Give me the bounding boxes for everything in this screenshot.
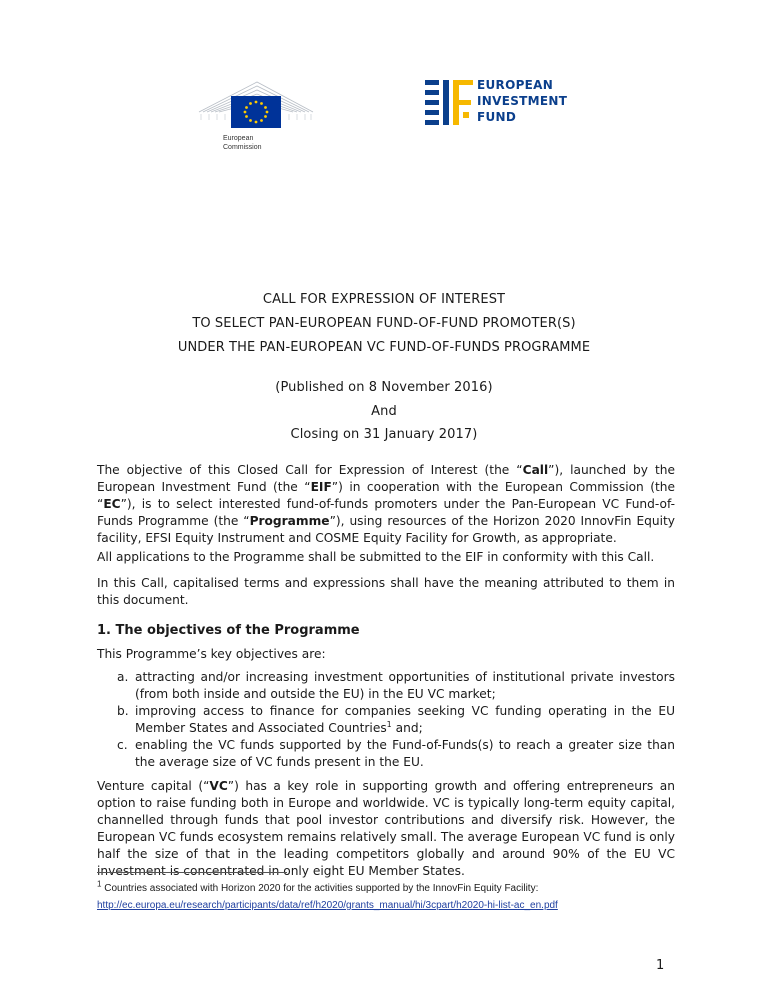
- section-1-heading: 1. The objectives of the Programme: [97, 623, 360, 638]
- definitions-paragraph: In this Call, capitalised terms and expressions shall have the meaning attributed to them in this document.: [97, 576, 675, 607]
- ec-logo-line2: Commission: [223, 144, 262, 151]
- vc-paragraph: Venture capital (“VC”) has a key role in supporting growth and offering entrepreneurs an option to raise funding both in Europe and worldwide. VC is typically long-term equity capital, channelled through funds that pool investor contributions and diversify risk. However, the European VC funds ecosystem remains relatively small. The average European VC fund is only half the size of that in the leading competitors globally and around 90% of the EU VC investment is concentrated in only eight EU Member States.: [97, 779, 675, 878]
- intro-paragraph: The objective of this Closed Call for Expression of Interest (the “Call”), launched by the European Investment Fund (the “EIF”) in cooperation with the European Commission (the “EC”), is to select interested fund-of-funds promoters under the Pan-European VC Fund-of-Funds Programme (the “Programme”), using resources of the Horizon 2020 InnovFin Equity facility, EFSI Equity Instrument and COSME Equity Facility for Growth, as appropriate.: [97, 463, 675, 545]
- submission-paragraph: All applications to the Programme shall be submitted to the EIF in conformity with this Call.: [97, 550, 655, 564]
- term-programme: Programme: [249, 514, 330, 528]
- title-line3: UNDER THE PAN-EUROPEAN VC FUND-OF-FUNDS PROGRAMME: [177, 340, 591, 355]
- footnote-text: Countries associated with Horizon 2020 for the activities supported by the InnovFin Equity Facility:: [104, 883, 539, 894]
- term-vc: VC: [209, 779, 228, 793]
- term-ec: EC: [103, 497, 121, 511]
- title-line1: CALL FOR EXPRESSION OF INTEREST: [262, 292, 506, 307]
- published-date: (Published on 8 November 2016): [275, 380, 493, 395]
- eif-logo-line2: INVESTMENT: [477, 94, 568, 108]
- objectives-list: [117, 669, 675, 771]
- term-call: Call: [522, 463, 549, 477]
- eif-logo: [425, 76, 575, 154]
- objectives-lead: This Programme’s key objectives are:: [97, 647, 326, 661]
- footnote-link[interactable]: http://ec.europa.eu/research/participants/data/ref/h2020/grants_manual/hi/3cpart/h2020-hi-list-ac_en.pdf: [97, 900, 558, 911]
- list-item: c. enabling the VC funds supported by the Fund-of-Funds(s) to reach a greater size than the average size of VC funds present in the EU.: [117, 738, 675, 769]
- footnote-divider: [97, 872, 287, 873]
- ec-building-icon: [197, 74, 315, 154]
- closing-date: Closing on 31 January 2017): [290, 427, 478, 442]
- ec-logo-line1: European: [223, 135, 254, 142]
- page-number: 1: [656, 958, 665, 973]
- eif-logo-line3: FUND: [477, 110, 517, 124]
- eif-mark-icon: [425, 80, 475, 148]
- footnote-ref[interactable]: 1: [386, 719, 392, 729]
- title-line2: TO SELECT PAN-EUROPEAN FUND-OF-FUND PROMOTER(S): [192, 316, 576, 331]
- eif-logo-line1: EUROPEAN: [477, 78, 554, 92]
- term-eif: EIF: [310, 480, 332, 494]
- list-item: b. improving access to finance for companies seeking VC funding operating in the EU Member States and Associated Countries$^1$ and;: [117, 704, 675, 735]
- european-commission-logo: [197, 74, 315, 154]
- list-item: a. attracting and/or increasing investment opportunities of institutional private investors (from both inside and outside the EU) in the EU VC market;: [117, 670, 675, 701]
- footnote: $^1$ Countries associated with Horizon 2020 for the activities supported by the InnovFin Equity Facility: http://ec.europa.eu/research/participants/data/ref/h2020/grants_manual/hi/3cpart/h2020-hi-list-ac_en.pdf: [97, 879, 558, 911]
- and-text: And: [371, 404, 397, 419]
